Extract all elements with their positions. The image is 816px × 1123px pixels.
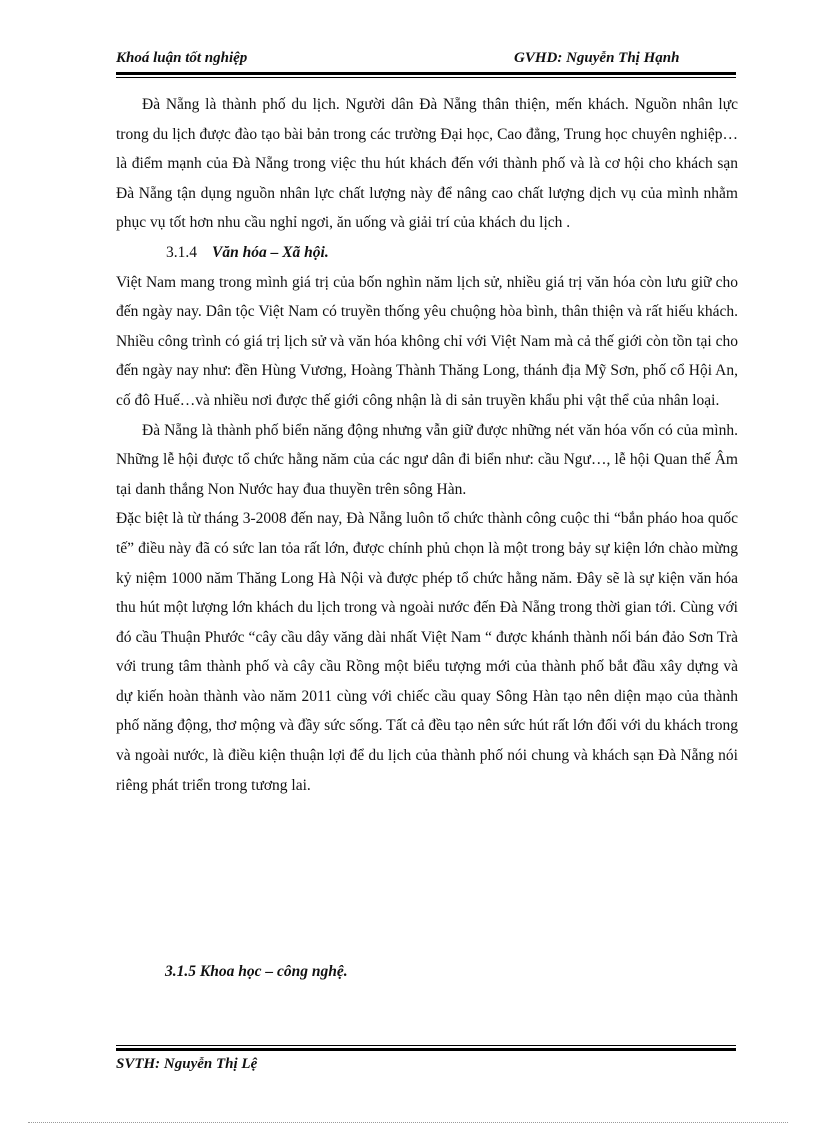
paragraph-fireworks-bridges: Đặc biệt là từ tháng 3-2008 đến nay, Đà Nẵng luôn tổ chức thành công cuộc thi “bắn pháo hoa quốc tế” điều này đã có sức lan tỏa rất lớn, được chính phủ chọn là một trong bảy sự kiện lớn chào mừng kỷ niệm 1000 năm Thăng Long Hà Nội và được phép tổ chức hằng năm. Đây sẽ là sự kiện văn hóa thu hút một lượng lớn khách du lịch trong và ngoài nước đến Đà Nẵng trong thời gian tới. Cùng với đó cầu Thuận Phước “cây cầu dây văng dài nhất Việt Nam “ được khánh thành nối bán đảo Sơn Trà với trung tâm thành phố và cây cầu Rồng một biểu tượng mới của thành phố bắt đầu xây dựng và dự kiến hoàn thành vào năm 2011 cùng với chiếc cầu quay Sông Hàn tạo nên diện mạo của thành phố năng động, thơ mộng và đầy sức sống. Tất cả đều tạo nên sức hút rất lớn đối với du khách trong và ngoài nước, là điều kiện thuận lợi để du lịch của thành phố nói chung và khách sạn Đà Nẵng nói riêng phát triển trong tương lai. [116, 510, 738, 794]
section-heading-3-1-5: 3.1.5 Khoa học – công nghệ. [165, 963, 348, 980]
section-heading-3-1-4 [116, 238, 738, 268]
section-title: Văn hóa – Xã hội. [212, 243, 329, 261]
page-header [116, 50, 736, 72]
section-number: 3.1.4 [166, 243, 197, 261]
footer-student: SVTH: Nguyễn Thị Lệ [116, 1056, 258, 1072]
footer-divider [116, 1045, 736, 1051]
paragraph-vietnam-culture: Việt Nam mang trong mình giá trị của bốn nghìn năm lịch sử, nhiều giá trị văn hóa còn lưu giữ cho đến ngày nay. Dân tộc Việt Nam có truyền thống yêu chuộng hòa bình, thân thiện và rất hiếu khách. Nhiều công trình có giá trị lịch sử và văn hóa không chỉ với Việt Nam mà cả thế giới còn tồn tại cho đến ngày nay như: đền Hùng Vương, Hoàng Thành Thăng Long, thánh địa Mỹ Sơn, phố cổ Hội An, cố đô Huế…và nhiều nơi được thế giới công nhận là di sản truyền khẩu phi vật thể của nhân loại. [116, 273, 738, 409]
header-divider [116, 72, 736, 78]
document-body [116, 90, 738, 800]
header-thesis-title: Khoá luận tốt nghiệp [116, 50, 248, 66]
paragraph-danang-festivals: Đà Nẵng là thành phố biển năng động nhưng vẫn giữ được những nét văn hóa vốn có của mình. Những lễ hội được tổ chức hằng năm của các ngư dân đi biển như: cầu Ngư…, lễ hội Quan thế Âm tại danh thắng Non Nước hay đua thuyền trên sông Hàn. [116, 421, 738, 498]
paragraph-tourism-workforce: Đà Nẵng là thành phố du lịch. Người dân Đà Nẵng thân thiện, mến khách. Nguồn nhân lực trong du lịch được đào tạo bài bản trong các trường Đại học, Cao đẳng, Trung học chuyên nghiệp… là điểm mạnh của Đà Nẵng trong việc thu hút khách đến với thành phố và là cơ hội cho khách sạn Đà Nẵng tận dụng nguồn nhân lực chất lượng này để nâng cao chất lượng dịch vụ của mình nhằm phục vụ tốt hơn nhu cầu nghỉ ngơi, ăn uống và giải trí của khách du lịch . [116, 96, 738, 232]
header-supervisor: GVHD: Nguyễn Thị Hạnh [514, 50, 680, 66]
